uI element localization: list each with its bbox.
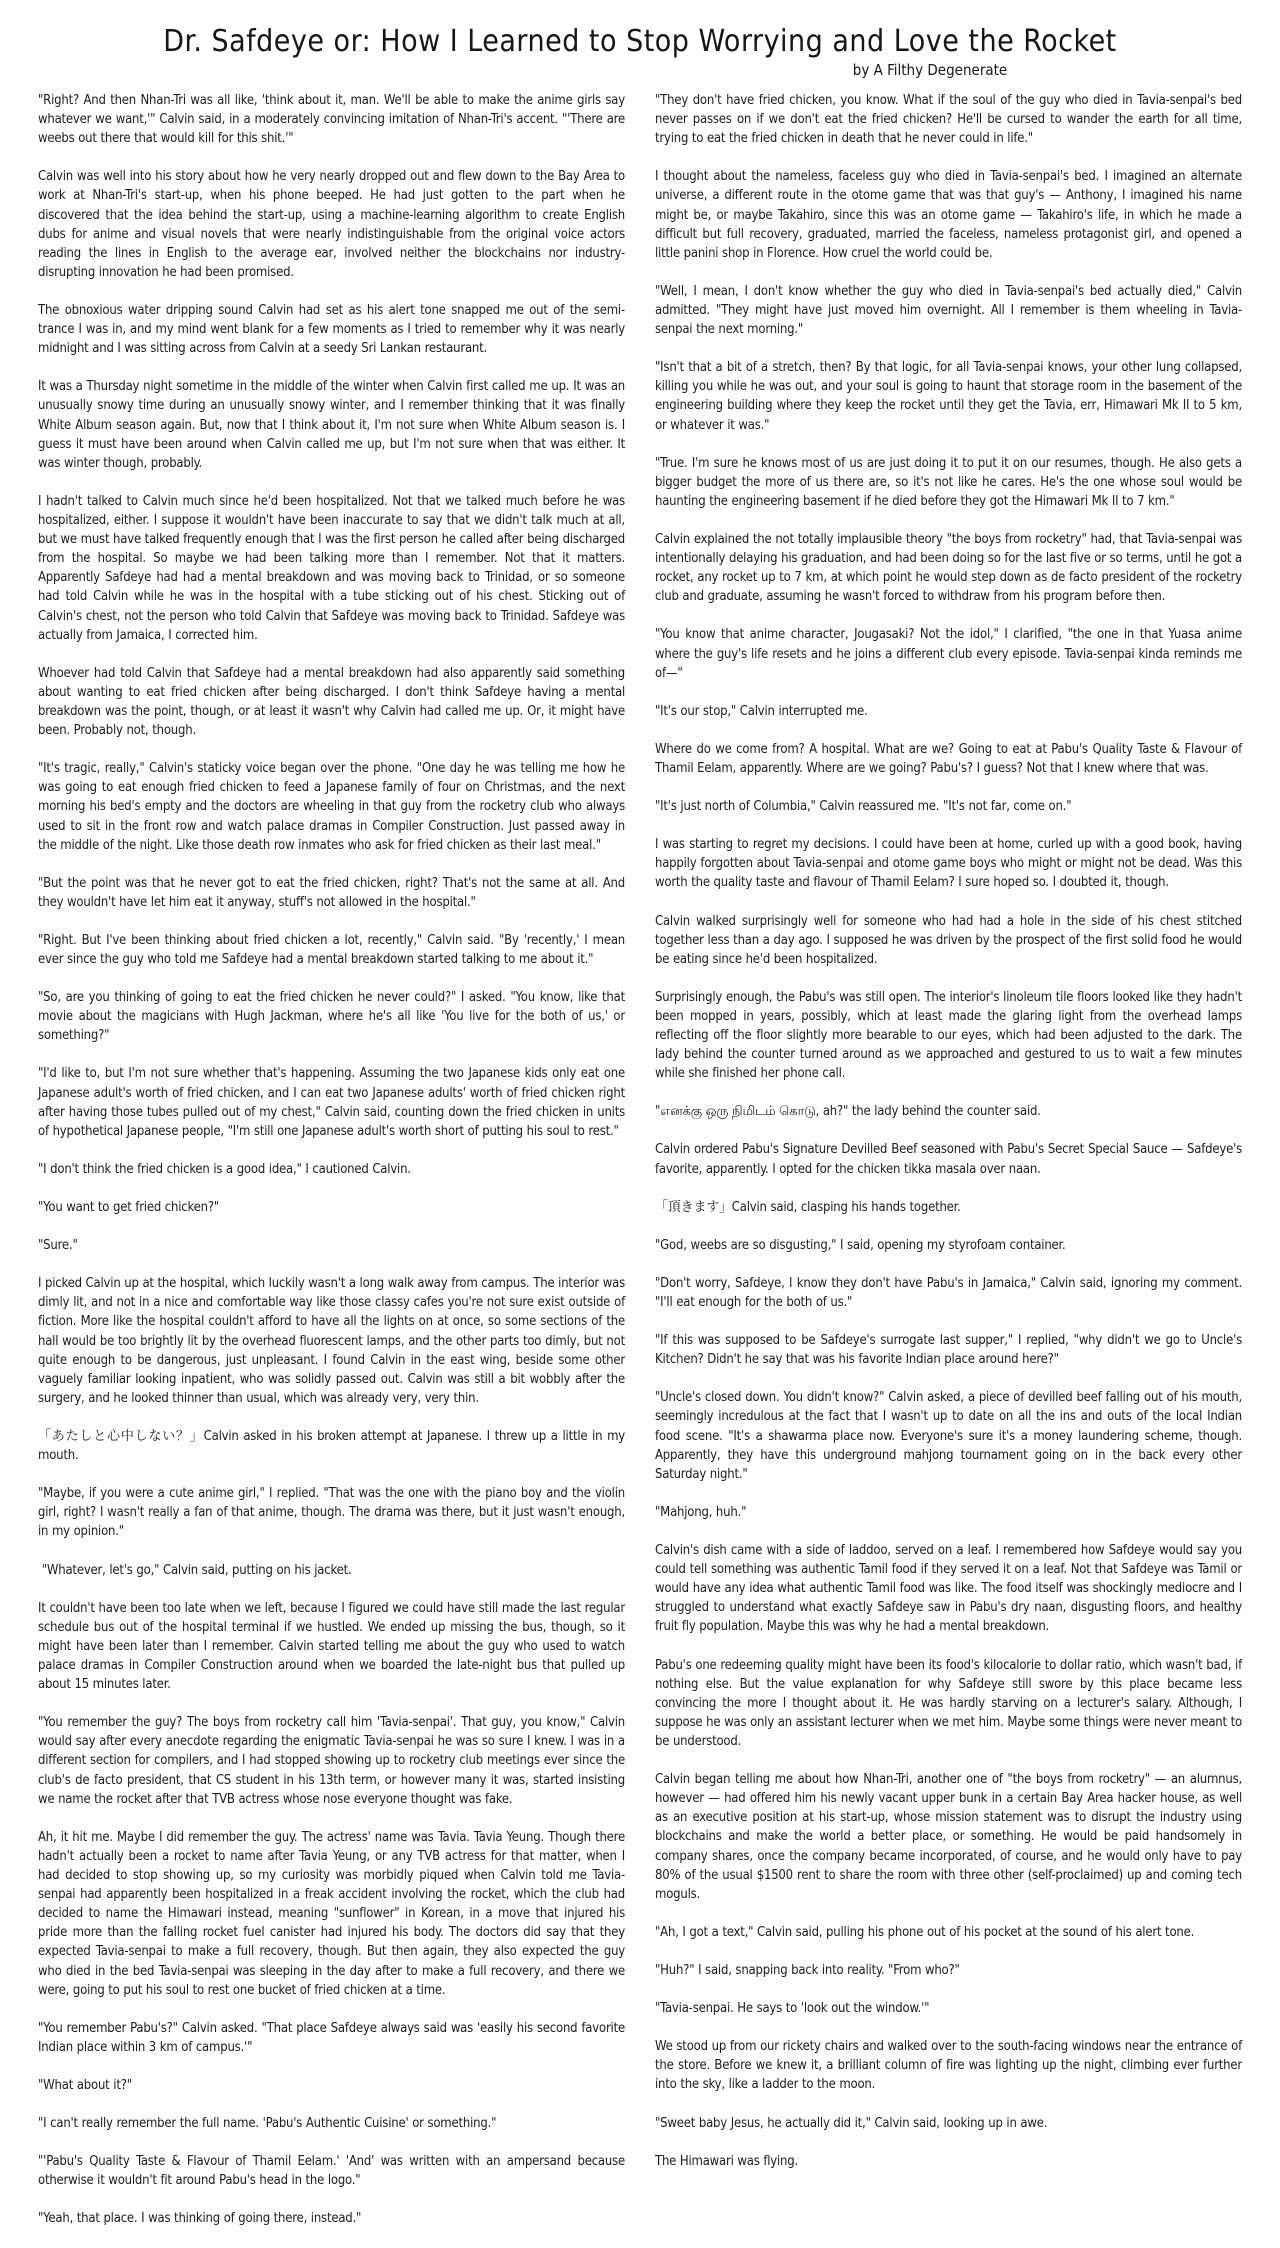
paragraph: "Don't worry, Safdeye, I know they don't have Pabu's in Jamaica," Calvin said, ignoring my comment. "I'll eat enough for the both of us." <box>655 1275 1242 1311</box>
page-title: Dr. Safdeye or: How I Learned to Stop Worrying and Love the Rocket <box>163 24 1117 59</box>
paragraph: "It's tragic, really," Calvin's staticky voice began over the phone. "One day he was telling me how he was going to eat enough fried chicken to feed a Japanese family of four on Christmas, and the next morning his bed's empty and the doctors are wheeling in that guy from the rocketry club who always used to sit in the front row and watch palace dramas in Compiler Construction. Just passed away in the middle of the night. Like those death row inmates who ask for fried chicken as their last meal." <box>38 761 625 853</box>
paragraph: We stood up from our rickety chairs and walked over to the south-facing windows near the entrance of the store. Before we knew it, a brilliant column of fire was lighting up the night, climbing ever further into the sky, like a ladder to the moon. <box>655 2039 1242 2093</box>
byline: by A Filthy Degenerate <box>852 61 1008 79</box>
paragraph: "You want to get fried chicken?" <box>38 1200 220 1216</box>
paragraph: "Right. But I've been thinking about fried chicken a lot, recently," Calvin said. "By 'recently,' I mean ever since the guy who told me Safdeye had a mental breakdown started talking to me about it." <box>38 932 625 968</box>
paragraph: "But the point was that he never got to eat the fried chicken, right? That's not the same at all. And they wouldn't have let him eat it anyway, stuff's not allowed in the hospital." <box>38 875 625 910</box>
paragraph: Calvin explained the not totally implausible theory "the boys from rocketry" had, that Tavia-senpai was intentionally delaying his graduation, and had been doing so for the last five or so terms, until he got a rocket, any rocket up to 7 km, at which point he would step down as de facto president of the rocketry club and graduate, assuming he wasn't forced to withdraw from his program before then. <box>655 531 1242 605</box>
paragraph: "Mahjong, huh." <box>655 1504 747 1520</box>
paragraph: 「頂きます」Calvin said, clasping his hands together. <box>655 1199 961 1215</box>
two-column-body <box>38 91 1242 2248</box>
paragraph: "Sweet baby Jesus, he actually did it," Calvin said, looking up in awe. <box>655 2115 1048 2131</box>
paragraph: "It's our stop," Calvin interrupted me. <box>655 703 868 719</box>
paragraph: "Ah, I got a text," Calvin said, pulling his phone out of his pocket at the sound of his alert tone. <box>655 1924 1195 1940</box>
paragraph: "I can't really remember the full name. 'Pabu's Authentic Cuisine' or something." <box>38 2116 497 2132</box>
paragraph: It couldn't have been too late when we left, because I figured we could have still made the last regular schedule bus out of the hospital terminal if we hustled. We ended up missing the bus, though, so it might have been later than I remember. Calvin started telling me about the guy who used to watch palace dramas in Compiler Construction around when we boarded the late-night bus that pulled up about 15 minutes later. <box>38 1600 625 1693</box>
document-header <box>38 24 1242 79</box>
paragraph: "எனக்கு ஒரு நிமிடம் கொடு, ah?" the lady behind the counter said. <box>655 1104 1041 1120</box>
paragraph: "Yeah, that place. I was thinking of going there, instead." <box>38 2211 362 2227</box>
paragraph: "God, weebs are so disgusting," I said, opening my styrofoam container. <box>655 1237 1066 1253</box>
paragraph: "I don't think the fried chicken is a good idea," I cautioned Calvin. <box>38 1161 411 1177</box>
paragraph: "Huh?" I said, snapping back into reality. "From who?" <box>655 1962 960 1978</box>
paragraph: "You know that anime character, Jougasaki? Not the idol," I clarified, "the one in that Yuasa anime where the guy's life resets and he joins a different club every episode. Tavia-senpai kinda reminds me of—" <box>655 627 1242 681</box>
paragraph: The obnoxious water dripping sound Calvin had set as his alert tone snapped me out of the semi-trance I was in, and my mind went blank for a few moments as I tried to remember why it was nearly midnight and I was sitting across from Calvin at a seedy Sri Lankan restaurant. <box>38 302 625 357</box>
paragraph: "'Pabu's Quality Taste & Flavour of Thamil Eelam.' 'And' was written with an ampersand because otherwise it wouldn't fit around Pabu's head in the logo." <box>38 2154 625 2189</box>
paragraph: "True. I'm sure he knows most of us are just doing it to put it on our resumes, though. He also gets a bigger budget the more of us there are, so it's not like he cares. He's the one whose soul would be haunting the engineering basement if he died before they got the Himawari Mk II to 7 km." <box>655 455 1242 509</box>
paragraph: I picked Calvin up at the hospital, which luckily wasn't a long walk away from campus. The interior was dimly lit, and not in a nice and comfortable way like those classy cafes you're not sure exist outside of fiction. More like the hospital couldn't afford to have all the lights on at once, so some sections of the hall would be too brightly lit by the overhead fluorescent lamps, and the other parts too dimly, but not quite enough to be dangerous, just unpleasant. I found Calvin in the east wing, beside some other vaguely familiar looking inpatient, who was solidly passed out. Calvin was still a bit wobbly after the surgery, and he looked thinner than usual, which was already very, very thin. <box>38 1276 625 1406</box>
paragraph: "You remember Pabu's?" Calvin asked. "That place Safdeye always said was 'easily his second favorite Indian place within 3 km of campus.'" <box>38 2020 625 2055</box>
paragraph: "What about it?" <box>38 2077 132 2093</box>
paragraph: "Right? And then Nhan-Tri was all like, 'think about it, man. We'll be able to make the anime girls say whatever we want,'" Calvin said, in a moderately convincing imitation of Nhan-Tri's accent. "'There are weebs out there that would kill for this shit.'" <box>38 93 625 147</box>
paragraph: "Maybe, if you were a cute anime girl," I replied. "That was the one with the piano boy and the violin girl, right? I wasn't really a fan of that anime, though. The drama was there, but it just wasn't enough, in my opinion." <box>38 1486 625 1540</box>
paragraph: "Isn't that a bit of a stretch, then? By that logic, for all Tavia-senpai knows, your other lung collapsed, killing you while he was out, and your soul is going to haunt that storage room in the basement of the engineering building where they keep the rocket until they get the Tavia, err, Himawari Mk II to 5 km, or whatever it was." <box>655 360 1242 433</box>
paragraph: Calvin's dish came with a side of laddoo, served on a leaf. I remembered how Safdeye would say you could tell something was authentic Tamil food if they served it on a leaf. Not that Safdeye was Tamil or would have any idea what authentic Tamil food was like. The food itself was shockingly mediocre and I struggled to understand what exactly Safdeye saw in Pabu's dry naan, disgusting floors, and healthy fruit fly population. Maybe this was why he had a mental breakdown. <box>655 1543 1242 1635</box>
paragraph: I hadn't talked to Calvin much since he'd been hospitalized. Not that we talked much before he was hospitalized, either. I suppose it wouldn't have been inaccurate to say that we didn't talk much at all, but we must have talked frequently enough that I was the first person he called after being discharged from the hospital. So maybe we had been talking more than I remember. Not that it matters. Apparently Safdeye had had a mental breakdown and was moving back to Trinidad, or so someone had told Calvin while he was in the hospital with a tube sticking out of his chest. Sticking out of Calvin's chest, not the person who told Calvin that Safdeye was moving back to Trinidad. Safdeye was actually from Jamaica, I corrected him. <box>38 493 625 643</box>
paragraph: Calvin walked surprisingly well for someone who had had a hole in the side of his chest stitched together less than a day ago. I supposed he was driven by the prospect of the first solid food he would be eating since he'd been hospitalized. <box>655 913 1242 967</box>
paragraph: Calvin ordered Pabu's Signature Devilled Beef seasoned with Pabu's Secret Special Sauce — Safdeye's favorite, apparently. I opted for the chicken tikka masala over naan. <box>655 1142 1242 1177</box>
paragraph: I was starting to regret my decisions. I could have been at home, curled up with a good book, having happily forgotten about Tavia-senpai and otome game boys who might or might not be dead. Was this worth the quality taste and flavour of Thamil Eelam? I sure hoped so. I doubted it, though. <box>655 837 1242 891</box>
paragraph: "They don't have fried chicken, you know. What if the soul of the guy who died in Tavia-senpai's bed never passes on if we don't eat the fried chicken? He'll be cursed to wander the earth for all time, trying to eat the fried chicken in death that he never could in life." <box>655 93 1242 147</box>
paragraph: Calvin was well into his story about how he very nearly dropped out and flew down to the Bay Area to work at Nhan-Tri's start-up, when his phone beeped. He had just gotten to the part when he discovered that the idea behind the start-up, using a machine-learning algorithm to create English dubs for anime and visual novels that were nearly indistinguishable from the original voice actors reading the lines in English to the average ear, involved neither the blockchains nor industry-disrupting innovation he had been promised. <box>38 169 625 280</box>
paragraph: "If this was supposed to be Safdeye's surrogate last supper," I replied, "why didn't we go to Uncle's Kitchen? Didn't he say that was his favorite Indian place around here?" <box>655 1333 1242 1368</box>
paragraph: Whoever had told Calvin that Safdeye had a mental breakdown had also apparently said something about wanting to eat fried chicken after being discharged. I don't think Safdeye having a mental breakdown was the point, though, or at least it wasn't why Calvin had called me up. Or, it might have been. Probably not, though. <box>38 665 625 739</box>
paragraph: 「あたしと心中しない？」Calvin asked in his broken attempt at Japanese. I threw up a little in my mouth. <box>38 1429 625 1464</box>
paragraph: Where do we come from? A hospital. What are we? Going to eat at Pabu's Quality Taste & Flavour of Thamil Eelam, apparently. Where are we going? Pabu's? I guess? Not that I knew where that was. <box>655 741 1242 776</box>
paragraph: "Whatever, let's go," Calvin said, putting on his jacket. <box>38 1562 352 1578</box>
paragraph: It was a Thursday night sometime in the middle of the winter when Calvin first called me up. It was an unusually snowy time during an unusually snowy winter, and I remember thinking that it was finally White Album season again. But, now that I think about it, I'm not sure when White Album season is. I guess it must have been around when Calvin called me up, but I'm not sure when that was either. It was winter though, probably. <box>38 379 625 471</box>
paragraph: "I'd like to, but I'm not sure whether that's happening. Assuming the two Japanese kids only eat one Japanese adult's worth of fried chicken, and I can eat two Japanese adults' worth of fried chicken right after having those tubes pulled out of my chest," Calvin said, counting down the fried chicken in units of hypothetical Japanese people, "I'm still one Japanese adult's worth short of putting his soul to rest." <box>38 1066 625 1139</box>
paragraph: I thought about the nameless, faceless guy who died in Tavia-senpai's bed. I imagined an alternate universe, a different route in the otome game that was that guy's — Anthony, I imagined his name might be, or maybe Takahiro, since this was an otome game — Takahiro's life, in which he made a difficult but full recovery, graduated, married the faceless, nameless protagonist girl, and opened a little panini shop in Florence. How cruel the world could be. <box>655 169 1242 261</box>
paragraph: The Himawari was flying. <box>655 2153 799 2169</box>
paragraph: Pabu's one redeeming quality might have been its food's kilocalorie to dollar ratio, which wasn't bad, if nothing else. But the value explanation for why Safdeye still swore by this place became less convincing the more I thought about it. He was hardly starving on a lecturer's salary. Although, I suppose he was only an assistant lecturer when we met him. Maybe some things were never meant to be understood. <box>655 1657 1242 1749</box>
paragraph: Ah, it hit me. Maybe I did remember the guy. The actress' name was Tavia. Tavia Yeung. Though there hadn't actually been a rocket to name after Tavia Yeung, or any TVB actress for that matter, when I had decided to stop showing up, so my curiosity was morbidly piqued when Calvin told me Tavia-senpai had apparently been hospitalized in a freak accident involving the rocket, which the club had decided to name the Himawari instead, meaning "sunflower" in Korean, in a move that injured his pride more than the falling rocket fuel canister had injured his body. The doctors did say that they expected Tavia-senpai to make a full recovery, though. But then again, they also expected the guy who died in the bed Tavia-senpai was sleeping in the day after to make a full recovery, and there we were, going to put his soul to rest one bucket of fried chicken at a time. <box>38 1829 625 1998</box>
paragraph: "So, are you thinking of going to eat the fried chicken he never could?" I asked. "You know, like that movie about the magicians with Hugh Jackman, where he's all like 'You live for the both of us,' or something?" <box>38 990 625 1044</box>
paragraph: "Uncle's closed down. You didn't know?" Calvin asked, a piece of devilled beef falling out of his mouth, seemingly incredulous at the fact that I wasn't up to date on all the ins and outs of the local Indian food scene. "It's a shawarma place now. Everyone's sure it's a money laundering scheme, though. Apparently, they have this underground mahjong tournament going on in the back every other Saturday night." <box>655 1390 1242 1482</box>
column-left <box>38 91 625 2248</box>
paragraph: Surprisingly enough, the Pabu's was still open. The interior's linoleum tile floors looked like they hadn't been mopped in years, possibly, which at least made the glaring light from the overhead lamps reflecting off the floor slightly more bearable to our eyes, which had been adjusted to the dark. The lady behind the counter turned around as we approached and gestured to us to wait a few minutes while she finished her phone call. <box>655 989 1242 1082</box>
column-right <box>655 91 1242 2248</box>
paragraph: "Sure." <box>38 1238 78 1254</box>
paragraph: Calvin began telling me about how Nhan-Tri, another one of "the boys from rocketry" — an alumnus, however — had offered him his newly vacant upper bunk in a certain Bay Area hacker house, as well as an executive position at his start-up, whose mission statement was to disrupt the industry using blockchains and make the world a better place, or something. He would be paid handsomely in company shares, once the company became incorporated, of course, and he would only have to pay 80% of the usual $1500 rent to share the room with three other (self-proclaimed) up and coming tech moguls. <box>655 1772 1242 1902</box>
paragraph: "Well, I mean, I don't know whether the guy who died in Tavia-senpai's bed actually died," Calvin admitted. "They might have just moved him overnight. All I remember is them wheeling in Tavia-senpai the next morning." <box>655 283 1242 338</box>
paragraph: "Tavia-senpai. He says to 'look out the window.'" <box>655 2001 930 2017</box>
paragraph: "It's just north of Columbia," Calvin reassured me. "It's not far, come on." <box>655 799 1072 815</box>
paragraph: "You remember the guy? The boys from rocketry call him 'Tavia-senpai'. That guy, you know," Calvin would say after every anecdote regarding the enigmatic Tavia-senpai he was so sure I knew. I was in a different section for compilers, and I had stopped showing up to rocketry club meetings ever since the club's de facto president, that CS student in his 13th term, or however many it was, started insisting we name the rocket after that TVB actress whose nose everyone thought was fake. <box>38 1715 625 1807</box>
